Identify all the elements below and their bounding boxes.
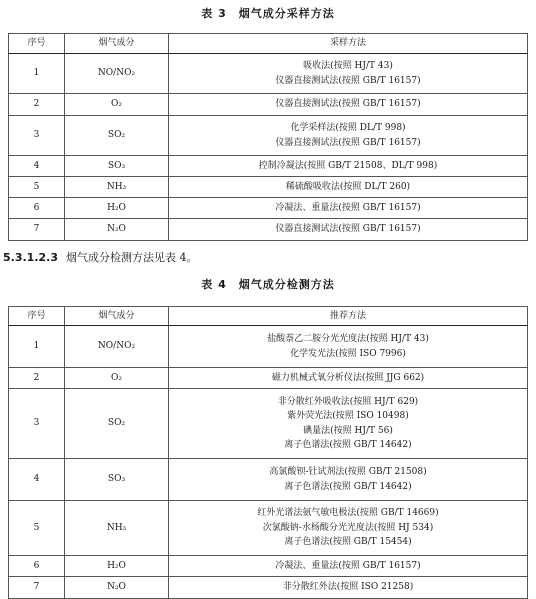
method-line: 仪器直接测试法(按照 GB/T 16157): [275, 137, 421, 148]
method-line: 高氯酸钡-钍试剂法(按照 GB/T 21508): [269, 467, 427, 477]
table-row: [9, 94, 528, 116]
method-line: 冷凝法、重量法(按照 GB/T 16157): [275, 560, 421, 571]
row-methods: [169, 177, 528, 198]
table-row: [9, 501, 528, 556]
row-component: SO₂: [65, 116, 169, 156]
row-component: N₂O: [65, 577, 169, 599]
method-line: 非分散红外吸收法(按照 HJ/T 629): [277, 396, 419, 407]
row-component: NH₃: [65, 177, 169, 198]
table-row: [9, 198, 528, 219]
table-row: [9, 577, 528, 599]
row-component: H₂O: [65, 556, 169, 577]
table-row: [9, 459, 528, 501]
table4-header-component: 烟气成分: [65, 307, 169, 326]
table3-caption: 表 3 烟气成分采样方法: [201, 7, 335, 20]
row-component: SO₂: [65, 389, 169, 459]
method-line: 化学发光法(按照 ISO 7996): [290, 348, 406, 359]
method-line: 离子色谱法(按照 GB/T 14642): [284, 481, 412, 492]
method-line: 紫外荧光法(按照 ISO 10498): [287, 411, 409, 421]
method-line: 冷凝法、重量法(按照 GB/T 16157): [275, 202, 421, 213]
row-methods: [169, 501, 528, 556]
row-number: 2: [9, 368, 65, 389]
table-row: [9, 54, 528, 94]
row-methods: [169, 326, 528, 368]
table-row: [9, 326, 528, 368]
table-3: [8, 33, 528, 241]
method-line: 盐酸萘乙二胺分光光度法(按照 HJ/T 43): [267, 334, 429, 344]
row-methods: [169, 94, 528, 116]
row-number: 3: [9, 116, 65, 156]
method-line: 红外光谱法氨气敏电极法(按照 GB/T 14669): [257, 508, 439, 519]
table-row: [9, 156, 528, 177]
row-component: SO₃: [65, 459, 169, 501]
row-component: O₂: [65, 368, 169, 389]
row-methods: [169, 198, 528, 219]
method-line: 离子色谱法(按照 GB/T 15454): [284, 537, 412, 548]
table-row: [9, 219, 528, 241]
method-line: 仪器直接测试法(按照 GB/T 16157): [275, 75, 421, 86]
method-line: 仪器直接测试法(按照 GB/T 16157): [275, 224, 421, 235]
row-number: 4: [9, 156, 65, 177]
table3-header-component: 烟气成分: [65, 34, 169, 54]
table3-header-method: 采样方法: [169, 34, 528, 54]
row-number: 6: [9, 198, 65, 219]
method-line: 化学采样法(按照 DL/T 998): [290, 123, 406, 133]
method-line: 磁力机械式氧分析仪法(按照 JJG 662): [271, 372, 425, 383]
row-methods: [169, 459, 528, 501]
table-row: [9, 556, 528, 577]
row-methods: [169, 368, 528, 389]
method-line: 仪器直接测试法(按照 GB/T 16157): [275, 99, 421, 110]
row-methods: [169, 556, 528, 577]
section-number: 5.3.1.2.3: [3, 251, 58, 264]
row-methods: [169, 389, 528, 459]
row-number: 2: [9, 94, 65, 116]
method-line: 吸收法(按照 HJ/T 43): [303, 61, 393, 71]
table4-header-method: 推荐方法: [169, 307, 528, 326]
method-line: 碘量法(按照 HJ/T 56): [303, 425, 393, 436]
row-component: H₂O: [65, 198, 169, 219]
row-number: 7: [9, 219, 65, 241]
table-4: [8, 306, 528, 599]
row-component: N₂O: [65, 219, 169, 241]
table4-header-row: [9, 307, 528, 326]
row-component: O₂: [65, 94, 169, 116]
section-text: 烟气成分检测方法见表 4。: [65, 251, 198, 264]
table-row: [9, 389, 528, 459]
row-number: 4: [9, 459, 65, 501]
row-component: NO/NO₂: [65, 54, 169, 94]
method-line: 次氯酸钠-水杨酸分光光度法(按照 HJ 534): [262, 522, 434, 533]
table4-caption: 表 4 烟气成分检测方法: [201, 278, 335, 291]
row-component: NO/NO₂: [65, 326, 169, 368]
row-methods: [169, 219, 528, 241]
row-number: 3: [9, 389, 65, 459]
table3-header-row: [9, 34, 528, 54]
row-methods: [169, 577, 528, 599]
table3-header-no: 序号: [9, 34, 65, 54]
row-methods: [169, 54, 528, 94]
row-number: 1: [9, 54, 65, 94]
row-methods: [169, 156, 528, 177]
section-paragraph: [3, 249, 197, 265]
row-number: 5: [9, 177, 65, 198]
row-methods: [169, 116, 528, 156]
method-line: 离子色谱法(按照 GB/T 14642): [284, 440, 412, 450]
row-number: 6: [9, 556, 65, 577]
row-number: 1: [9, 326, 65, 368]
method-line: 非分散红外法(按照 ISO 21258): [282, 582, 414, 593]
row-component: NH₃: [65, 501, 169, 556]
table-row: [9, 116, 528, 156]
table4-header-no: 序号: [9, 307, 65, 326]
method-line: 稀硫酸吸收法(按照 DL/T 260): [285, 181, 411, 192]
table-row: [9, 368, 528, 389]
method-line: 控制冷凝法(按照 GB/T 21508、DL/T 998): [258, 160, 438, 171]
row-number: 7: [9, 577, 65, 599]
row-number: 5: [9, 501, 65, 556]
table-row: [9, 177, 528, 198]
row-component: SO₃: [65, 156, 169, 177]
